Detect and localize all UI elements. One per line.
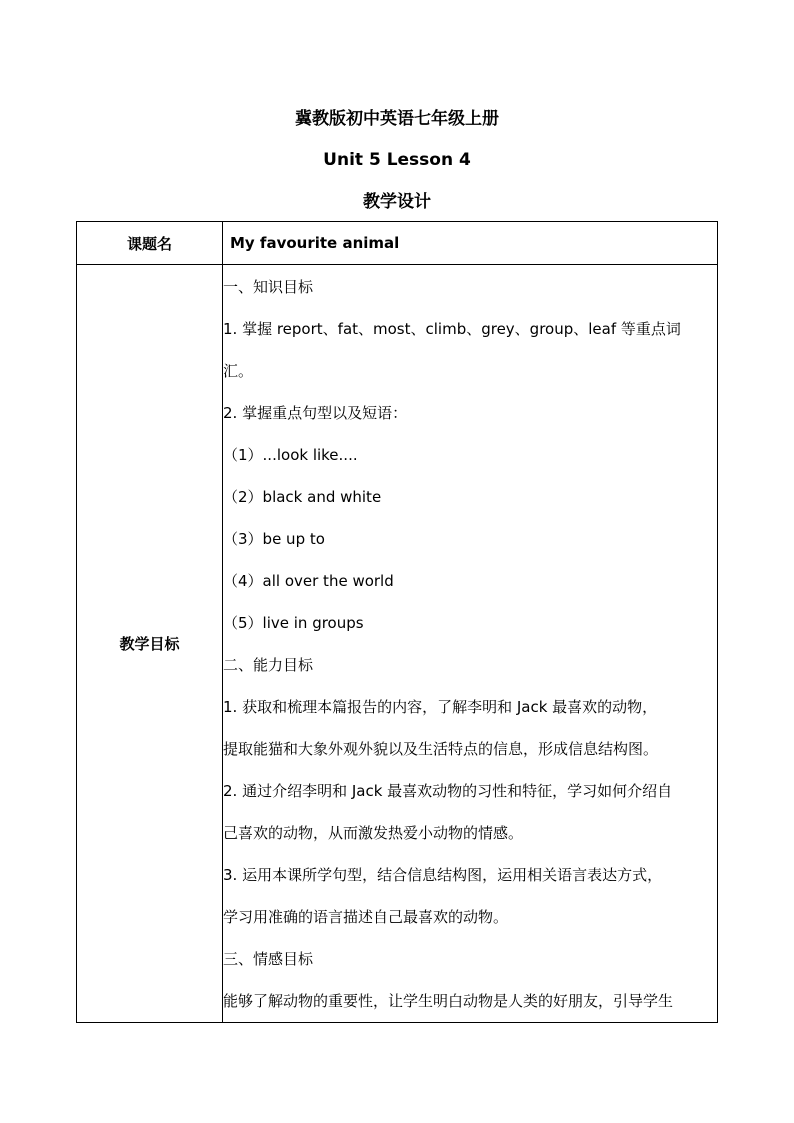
goal-line: 一、知识目标 [223,278,314,296]
goal-line: 二、能力目标 [223,656,314,674]
goals-content [223,265,718,1023]
goal-line: 2. 通过介绍李明和 Jack 最喜欢动物的习性和特征，学习如何介绍自 [223,782,673,800]
document-title: 冀教版初中英语七年级上册 [295,109,499,129]
goal-line: （2）black and white [223,488,382,506]
table-row-goals [77,265,718,1023]
goal-line: 学习用准确的语言描述自己最喜欢的动物。 [223,908,509,926]
goal-line: 提取能猫和大象外观外貌以及生活特点的信息，形成信息结构图。 [223,740,659,758]
goal-line: 三、情感目标 [223,950,314,968]
goal-line: 1. 获取和梳理本篇报告的内容，了解李明和 Jack 最喜欢的动物， [223,698,658,716]
topic-value: My favourite animal [230,234,400,252]
document-heading: 教学设计 [363,192,431,212]
document-subtitle: Unit 5 Lesson 4 [323,150,471,170]
goal-line: 1. 掌握 report、fat、most、climb、grey、group、leaf 等重点词 [223,320,681,338]
topic-value-cell [223,222,718,265]
goal-line: 能够了解动物的重要性，让学生明白动物是人类的好朋友，引导学生 [223,992,674,1010]
goal-line: 汇。 [223,362,254,380]
goal-line: 己喜欢的动物，从而激发热爱小动物的情感。 [223,824,524,842]
goals-label: 教学目标 [77,265,223,1023]
goal-line: （5）live in groups [223,614,364,632]
lesson-plan-table [76,221,718,1023]
goal-line: 3. 运用本课所学句型，结合信息结构图，运用相关语言表达方式， [223,866,663,884]
goal-line: （4）all over the world [223,572,394,590]
topic-label: 课题名 [77,222,223,265]
goal-line: （1）...look like.... [223,446,358,464]
table-row-topic [77,222,718,265]
goal-line: 2. 掌握重点句型以及短语： [223,404,408,422]
goal-line: （3）be up to [223,530,325,548]
